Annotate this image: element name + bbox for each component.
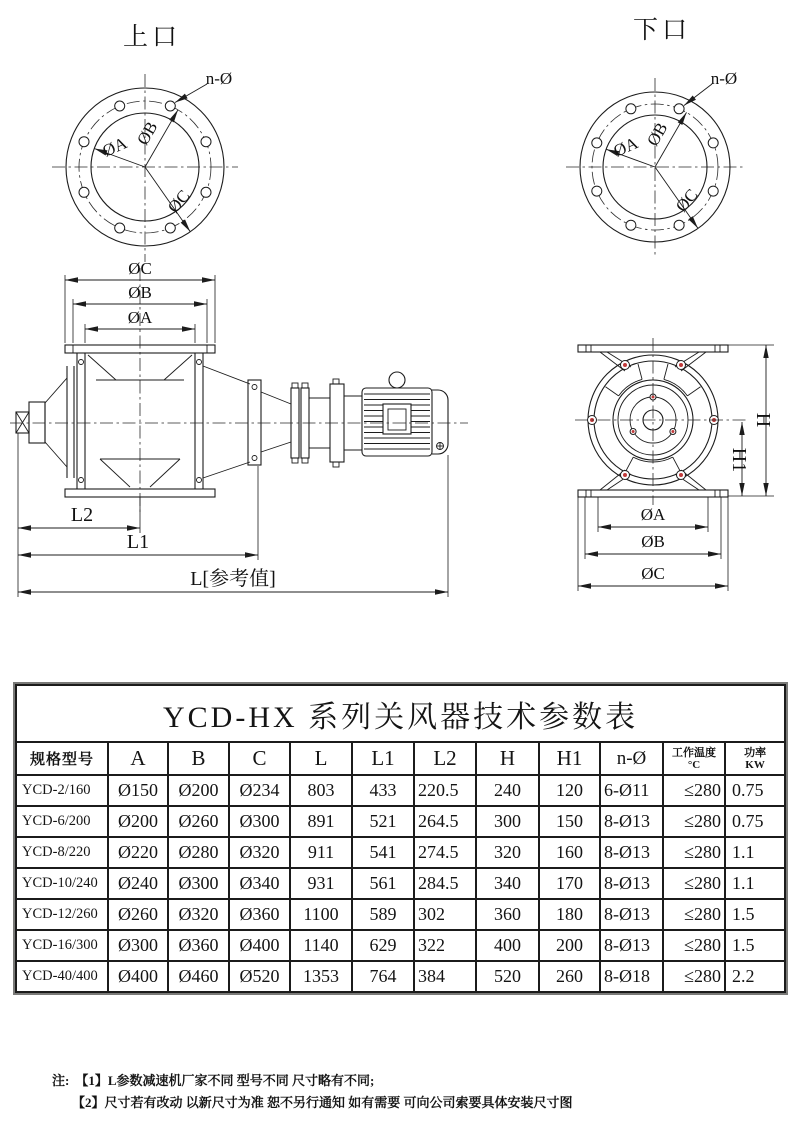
- top-port-dim-a-label: ØA: [99, 133, 130, 161]
- dim-l2-cell: 302: [414, 899, 476, 930]
- dim-a-cell: Ø220: [108, 837, 168, 868]
- top-port-title: 上口: [122, 24, 182, 51]
- bottom-port-title: 下口: [632, 17, 692, 44]
- top-port-bolt-count-label: n-Ø: [205, 69, 233, 88]
- dim-l1-cell: 561: [352, 868, 414, 899]
- dim-h-cell: 320: [476, 837, 539, 868]
- dim-l-cell: 803: [290, 775, 352, 806]
- dim-h1-cell: 200: [539, 930, 600, 961]
- table-row: [16, 868, 785, 899]
- dim-l1-cell: 629: [352, 930, 414, 961]
- dim-l2-cell: 220.5: [414, 775, 476, 806]
- dim-h-cell: 400: [476, 930, 539, 961]
- dim-l1-cell: 589: [352, 899, 414, 930]
- dim-l2-cell: 284.5: [414, 868, 476, 899]
- spec-table: [15, 684, 786, 993]
- electric-motor: [362, 372, 448, 456]
- header-h: H: [476, 742, 539, 775]
- notes: [52, 1070, 573, 1114]
- top-port-dim-c-label: ØC: [163, 186, 194, 217]
- left-shaft-end: [16, 366, 74, 478]
- table-row: [16, 899, 785, 930]
- dim-h-cell: 240: [476, 775, 539, 806]
- bottom-port-dim-b-label: ØB: [643, 119, 672, 150]
- model-cell: YCD-2/160: [16, 775, 108, 806]
- end-dim-h1-label: H1: [728, 447, 750, 473]
- dim-l-cell: 1353: [290, 961, 352, 992]
- top-port-flange-view: [52, 23, 238, 262]
- bottom-port-bolt-count-label: n-Ø: [710, 69, 738, 88]
- work-temp-cell: ≤280: [663, 806, 725, 837]
- note-prefix: 注:: [52, 1073, 70, 1088]
- bolt-spec-cell: 8-Ø13: [600, 930, 663, 961]
- bolt-spec-cell: 8-Ø13: [600, 899, 663, 930]
- work-temp-cell: ≤280: [663, 775, 725, 806]
- end-view: [575, 338, 774, 591]
- dim-c-cell: Ø300: [229, 806, 290, 837]
- header-work-temp: [663, 742, 725, 775]
- bolt-spec-cell: 8-Ø13: [600, 837, 663, 868]
- model-cell: YCD-6/200: [16, 806, 108, 837]
- dim-a-cell: Ø240: [108, 868, 168, 899]
- header-work-temp-top: 工作温度: [672, 746, 716, 759]
- table-title: YCD-HX 系列关风器技术参数表: [16, 685, 785, 742]
- header-h1: H1: [539, 742, 600, 775]
- side-dim-b-label: ØB: [128, 283, 152, 302]
- dim-h-cell: 300: [476, 806, 539, 837]
- table-row: [16, 775, 785, 806]
- dim-a-cell: Ø150: [108, 775, 168, 806]
- dim-l-cell: 1140: [290, 930, 352, 961]
- dim-b-cell: Ø460: [168, 961, 229, 992]
- dim-a-cell: Ø400: [108, 961, 168, 992]
- bolt-spec-cell: 8-Ø13: [600, 868, 663, 899]
- dim-h1-cell: 120: [539, 775, 600, 806]
- bolt-spec-cell: 8-Ø18: [600, 961, 663, 992]
- side-view: [10, 259, 468, 597]
- work-temp-cell: ≤280: [663, 868, 725, 899]
- dim-a-cell: Ø260: [108, 899, 168, 930]
- end-dim-a-label: ØA: [640, 505, 666, 524]
- dim-l1-cell: 764: [352, 961, 414, 992]
- end-dim-b-label: ØB: [641, 532, 665, 551]
- dim-h1-cell: 170: [539, 868, 600, 899]
- header-l1: L1: [352, 742, 414, 775]
- header-power: [725, 742, 785, 775]
- power-cell: 1.5: [725, 930, 785, 961]
- dim-l1-cell: 521: [352, 806, 414, 837]
- dim-b-cell: Ø280: [168, 837, 229, 868]
- header-b: B: [168, 742, 229, 775]
- side-dim-c-label: ØC: [128, 259, 152, 278]
- dim-c-cell: Ø340: [229, 868, 290, 899]
- model-cell: YCD-16/300: [16, 930, 108, 961]
- bottom-port-flange-view: [566, 17, 744, 258]
- header-model: 规格型号: [16, 742, 108, 775]
- spec-table-body: [16, 775, 785, 992]
- table-row: [16, 930, 785, 961]
- table-title-row: [16, 685, 785, 742]
- header-power-unit: KW: [745, 758, 765, 771]
- power-cell: 1.5: [725, 899, 785, 930]
- dim-b-cell: Ø320: [168, 899, 229, 930]
- dim-c-cell: Ø320: [229, 837, 290, 868]
- dim-l-cell: 911: [290, 837, 352, 868]
- dim-l-cell: 931: [290, 868, 352, 899]
- header-n-bolt: n-Ø: [600, 742, 663, 775]
- height-dimensions: [728, 345, 774, 496]
- bottom-port-dim-a-label: ØA: [610, 133, 641, 161]
- model-cell: YCD-8/220: [16, 837, 108, 868]
- note-2-text: 【2】尺寸若有改动 以新尺寸为准 恕不另行通知 如有需要 可向公司索要具体安装尺寸图: [72, 1095, 573, 1110]
- dim-c-cell: Ø400: [229, 930, 290, 961]
- table-row: [16, 837, 785, 868]
- dim-h-cell: 360: [476, 899, 539, 930]
- model-cell: YCD-10/240: [16, 868, 108, 899]
- work-temp-cell: ≤280: [663, 961, 725, 992]
- side-dim-l2-label: L2: [70, 504, 94, 526]
- bottom-port-dim-c-label: ØC: [671, 185, 702, 216]
- dim-l2-cell: 264.5: [414, 806, 476, 837]
- power-cell: 1.1: [725, 868, 785, 899]
- end-dim-c-label: ØC: [641, 564, 665, 583]
- gear-reducer: [203, 366, 362, 478]
- dim-l2-cell: 322: [414, 930, 476, 961]
- power-cell: 2.2: [725, 961, 785, 992]
- header-c: C: [229, 742, 290, 775]
- work-temp-cell: ≤280: [663, 930, 725, 961]
- dim-l2-cell: 274.5: [414, 837, 476, 868]
- table-row: [16, 961, 785, 992]
- length-dimensions: [18, 433, 448, 597]
- dim-c-cell: Ø234: [229, 775, 290, 806]
- dim-h-cell: 520: [476, 961, 539, 992]
- dim-l1-cell: 433: [352, 775, 414, 806]
- side-dim-l-label: L[参考值]: [190, 568, 276, 590]
- dim-a-cell: Ø300: [108, 930, 168, 961]
- note-1-text: 【1】L参数减速机厂家不同 型号不同 尺寸略有不同;: [75, 1073, 375, 1088]
- dim-h-cell: 340: [476, 868, 539, 899]
- table-header-row: [16, 742, 785, 775]
- side-dim-a-label: ØA: [127, 308, 153, 327]
- dim-c-cell: Ø360: [229, 899, 290, 930]
- bolt-spec-cell: 8-Ø13: [600, 806, 663, 837]
- top-port-dim-b-label: ØB: [133, 118, 162, 149]
- dim-h1-cell: 180: [539, 899, 600, 930]
- end-diameter-dimensions: [578, 497, 728, 591]
- header-l2: L2: [414, 742, 476, 775]
- model-cell: YCD-40/400: [16, 961, 108, 992]
- side-dim-l1-label: L1: [126, 531, 150, 553]
- dim-l-cell: 891: [290, 806, 352, 837]
- header-work-temp-unit: °C: [687, 758, 701, 771]
- dim-l-cell: 1100: [290, 899, 352, 930]
- dim-l2-cell: 384: [414, 961, 476, 992]
- bolt-spec-cell: 6-Ø11: [600, 775, 663, 806]
- table-row: [16, 806, 785, 837]
- dim-h1-cell: 260: [539, 961, 600, 992]
- note-line-2: [72, 1092, 573, 1114]
- power-cell: 0.75: [725, 806, 785, 837]
- motor-terminal-box: [383, 404, 411, 434]
- dim-l1-cell: 541: [352, 837, 414, 868]
- model-cell: YCD-12/260: [16, 899, 108, 930]
- note-line-1: [52, 1070, 573, 1092]
- dim-h1-cell: 160: [539, 837, 600, 868]
- dim-c-cell: Ø520: [229, 961, 290, 992]
- dim-a-cell: Ø200: [108, 806, 168, 837]
- end-dim-h-label: H: [752, 412, 774, 428]
- dim-b-cell: Ø260: [168, 806, 229, 837]
- dim-h1-cell: 150: [539, 806, 600, 837]
- dim-b-cell: Ø200: [168, 775, 229, 806]
- dim-b-cell: Ø360: [168, 930, 229, 961]
- header-power-top: 功率: [744, 746, 767, 759]
- work-temp-cell: ≤280: [663, 837, 725, 868]
- dim-b-cell: Ø300: [168, 868, 229, 899]
- work-temp-cell: ≤280: [663, 899, 725, 930]
- header-a: A: [108, 742, 168, 775]
- header-l: L: [290, 742, 352, 775]
- power-cell: 0.75: [725, 775, 785, 806]
- power-cell: 1.1: [725, 837, 785, 868]
